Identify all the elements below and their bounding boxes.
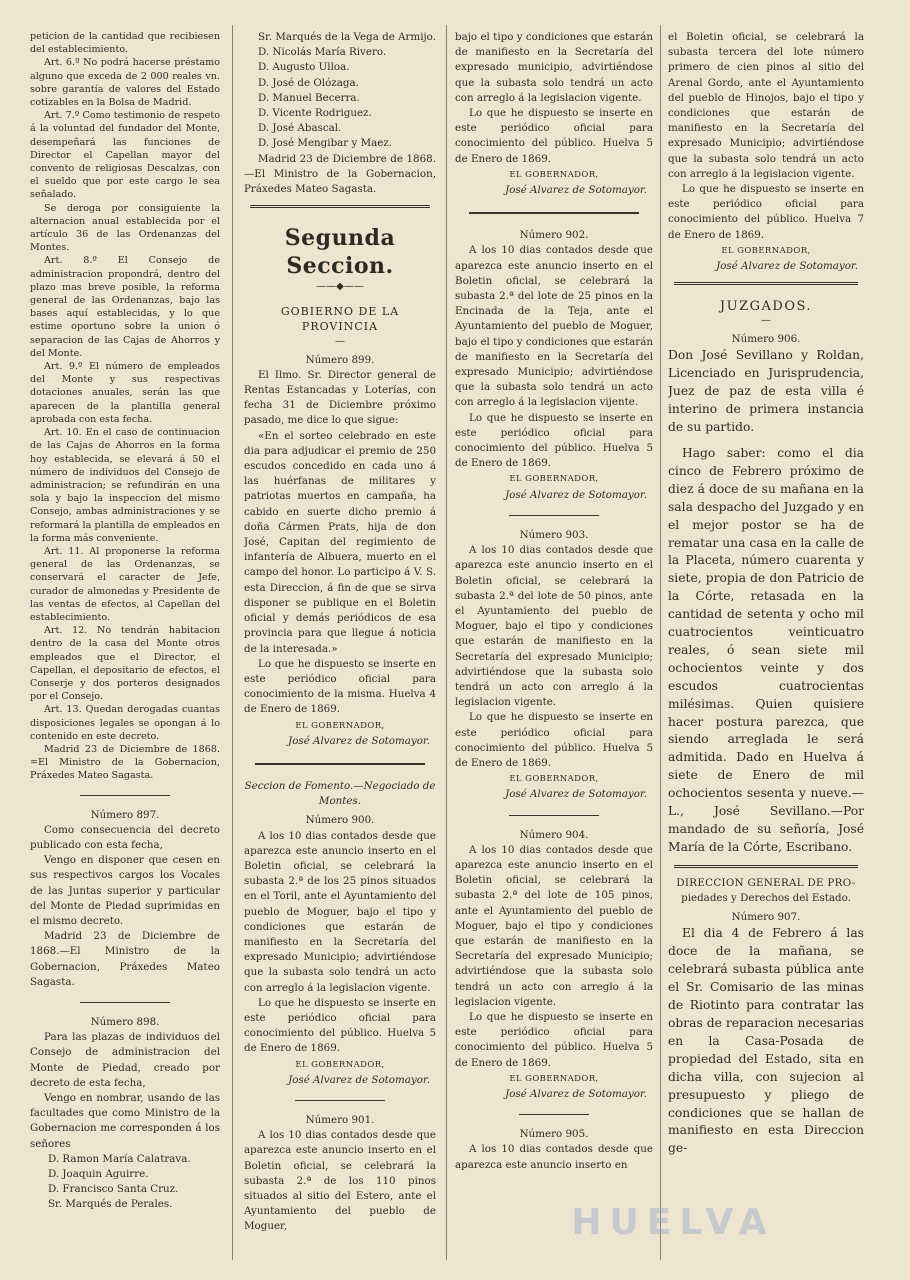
- paragraph: El Ilmo. Sr. Director general de Rentas Estancadas y Loterías, con fecha 31 de Diciembre próximo pasado, me dice lo que sigue:: [244, 368, 436, 427]
- signature-title: EL GOBERNADOR,: [295, 720, 385, 731]
- separator-rule: [255, 763, 425, 765]
- article-6: Art. 6.º No podrá hacerse préstamo alguno que exceda de 2 000 reales vn. sobre garantía de valores del Estado cotizables en la Bolsa de Madrid.: [30, 57, 220, 109]
- paragraph: Lo que he dispuesto se inserte en este periódico oficial para conocimiento de la misma. Huelva 4 de Enero de 1869.: [244, 657, 436, 716]
- section-heading: DIRECCION GENERAL DE PRO-: [676, 876, 856, 889]
- notice-number: Número 902.: [519, 229, 589, 242]
- notice-number: Número 898.: [90, 1016, 160, 1029]
- paragraph: Lo que he dispuesto se inserte en este periódico oficial para conocimiento del público. Huelva 5 de Enero de 1869.: [455, 1010, 653, 1069]
- column-divider: [232, 25, 233, 1260]
- list-item: D. José Abascal.: [258, 122, 342, 135]
- section-heading: GOBIERNO DE LA PROVINCIA: [280, 305, 400, 334]
- decree-signature: Madrid 23 de Diciembre de 1868. =El Ministro de la Gobernacion, Práxedes Mateo Sagasta.: [30, 743, 220, 782]
- separator-rule: [509, 515, 599, 516]
- subsection-heading: Seccion de Fomento.—Negociado de Montes.: [244, 779, 436, 808]
- names-list: [258, 30, 436, 152]
- signature-name: José Alvarez de Sotomayor.: [716, 260, 858, 273]
- separator-rule: [80, 1002, 170, 1003]
- paragraph: Madrid 23 de Diciembre de 1868.—El Ministro de la Gobernacion, Práxedes Mateo Sagasta.: [30, 930, 220, 988]
- signature-title: EL GOBERNADOR,: [295, 1059, 385, 1070]
- paragraph: Hago saber: como el dia cinco de Febrero próximo de diez á doce de su mañana en la sala despacho del Juzgado y en el mejor postor se ha de rematar una casa en la calle de la Placeta, número cuarenta y siete, propia de don Patricio de la Córte, retasada en la cantidad de setenta y ocho mil cuatrocientos veinticuatro reales, ó sean siete mil ochocientos veinte y dos escudos cuatrocientas milésimas. Quien quisiere hacer postura parezca, que siendo arreglada le será admitida. Dado en Huelva á siete de Enero de mil ochocientos sesenta y nueve.—L., José Sevillano.—Por mandado de su señoría, José María de la Córte, Escribano.: [668, 445, 864, 854]
- paragraph: peticion de la cantidad que recibiesen del establecimiento.: [30, 31, 220, 56]
- list-item: D. Joaquin Aguirre.: [48, 1168, 149, 1181]
- notice-number: Número 903.: [519, 528, 589, 541]
- signature-title: EL GOBERNADOR,: [509, 474, 599, 485]
- section-heading: piedades y Derechos del Estado.: [681, 892, 851, 905]
- ornament: —: [335, 335, 345, 347]
- paragraph: Don José Sevillano y Roldan, Licenciado en Jurisprudencia, Juez de paz de esta villa é interino de primera instancia de su partido.: [668, 348, 864, 435]
- list-item: Sr. Marqués de la Vega de Armijo.: [258, 31, 436, 43]
- signature-title: EL GOBERNADOR,: [721, 245, 811, 256]
- signature-title: EL GOBERNADOR,: [509, 774, 599, 785]
- separator-rule: [509, 815, 599, 816]
- paragraph: A los 10 dias contados desde que aparezca este anuncio inserto en el Boletin oficial, se celebrará la subasta 2.ª de los 25 pinos situados en el Toril, ante el Ayuntamiento del pueblo de Moguer, bajo el tipo y condiciones que estarán de manifiesto en la Secretaría del expresado Municipio; advirtiéndose que la subasta solo tendrá un acto con arreglo á la legislacion vigente.: [244, 829, 436, 994]
- notice-number: Número 897.: [90, 808, 160, 821]
- paragraph: Para las plazas de individuos del Consejo de administracion del Monte de Piedad, creado por decreto de esta fecha,: [30, 1031, 220, 1089]
- library-watermark: HUELVA: [571, 1202, 775, 1243]
- notice-number: Número 906.: [731, 333, 801, 346]
- paragraph: A los 10 dias contados desde que aparezca este anuncio inserto en el Boletin oficial, se celebrará la subasta 2.ª de los 110 pinos situados al sitio del Estero, ante el Ayuntamiento del pueblo de Moguer,: [244, 1129, 436, 1233]
- paragraph: «En el sorteo celebrado en este dia para adjudicar el premio de 250 escudos concedido en cada uno á las huérfanas de militares y patriotas muertos en campaña, ha cabido en suerte dicho premio á doña Cármen Prats, hija de don José, Capitan del regimiento de infantería de Albuera, muerto en el campo del honor. Lo participo á V. S. esta Direccion, á fin de que se sirva disponer se publique en el Boletin oficial y demás periódicos de esa provincia para que llegue á noticia de la interesada.»: [244, 429, 436, 655]
- notice-905-continued: [668, 30, 864, 274]
- article-7: Art. 7.º Como testimonio de respeto á la voluntad del fundador del Monte, desempeñará las funciones de Director el Capellan mayor del convento de religiosas Descalzas, con el sueldo que por este cargo le sea señalado.: [30, 110, 220, 201]
- section-title: Segunda Seccion.: [284, 225, 396, 280]
- paragraph: Vengo en nombrar, usando de las facultades que como Ministro de la Gobernacion me corresponden á los señores: [30, 1092, 220, 1150]
- notice-907-body: [668, 925, 864, 1158]
- paragraph: Lo que he dispuesto se inserte en este periódico oficial para conocimiento del público. Huelva 5 de Enero de 1869.: [455, 107, 653, 165]
- names-list: [48, 1152, 220, 1213]
- list-item: D. Manuel Becerra.: [258, 91, 360, 104]
- ornament: ——◆——: [316, 281, 364, 293]
- paragraph: Lo que he dispuesto se inserte en este periódico oficial para conocimiento del público. Huelva 7 de Enero de 1869.: [668, 183, 864, 241]
- notice-907: [668, 876, 864, 926]
- paragraph: A los 10 dias contados desde que aparezca este anuncio inserto en: [455, 1143, 653, 1171]
- signature-title: EL GOBERNADOR,: [509, 169, 599, 180]
- separator-rule: [295, 1100, 385, 1101]
- paragraph: Como consecuencia del decreto publicado con esta fecha,: [30, 823, 220, 851]
- notice-906-body: [668, 347, 864, 856]
- column-divider: [660, 25, 661, 1260]
- notice-number: Número 901.: [305, 1113, 375, 1126]
- notice-number: Número 900.: [305, 814, 375, 827]
- paragraph: Lo que he dispuesto se inserte en este periódico oficial para conocimiento del público. Huelva 5 de Enero de 1869.: [455, 711, 653, 769]
- paragraph: Vengo en disponer que cesen en sus respectivos cargos los Vocales de las Juntas superior y particular del Monte de Piedad suprimidas en el mismo decreto.: [30, 854, 220, 927]
- article-8: Art. 8.º El Consejo de administracion propondrá, dentro del plazo mas breve posible, la reforma general de las Ordenanzas, bajo las bases aquí establecidas, y lo que estime oportuno sobre la union ó separacion de las Cajas de Ahorros y del Monte.: [30, 255, 220, 359]
- column-2: [244, 30, 436, 1235]
- section-heading: JUZGADOS.: [719, 299, 813, 315]
- notice-897: [30, 808, 220, 1213]
- paragraph: Se deroga por consiguiente la alternacion anual establecida por el artículo 36 de las Ordenanzas del Montes.: [30, 202, 220, 254]
- separator-rule: [80, 795, 170, 796]
- separator-rule: [674, 282, 858, 285]
- paragraph: A los 10 dias contados desde que aparezca este anuncio inserto en el Boletin oficial, se celebrará la subasta 2.ª del lote de 50 pinos, ante el Ayuntamiento del pueblo de Moguer, bajo el tipo y condiciones que estarán de manifiesto en la Secretaría del expresado Municipio; advirtiéndose que la subasta solo tendrá un acto con arreglo á la legislacion vigente.: [455, 544, 653, 709]
- separator-rule: [469, 212, 639, 214]
- column-3: [455, 30, 653, 1173]
- paragraph: Lo que he dispuesto se inserte en este periódico oficial para conocimiento del público. Huelva 5 de Enero de 1869.: [455, 411, 653, 470]
- ornament: —: [761, 315, 771, 327]
- list-item: D. José Mengibar y Maez.: [258, 137, 393, 150]
- signature-name: José Alvarez de Sotomayor.: [505, 488, 647, 501]
- list-item: D. Nicolás María Rivero.: [258, 46, 387, 59]
- paragraph: el Boletin oficial, se celebrará la subasta tercera del lote número primero de cien pinos al sitio del Arenal Gordo, ante el Ayuntamiento del pueblo de Hinojos, bajo el tipo y condiciones que estarán de manifiesto en la Secretaría del expresado Municipio; advirtiéndose que la subasta solo tendrá un acto con arreglo á la legislacion vigente.: [668, 31, 864, 180]
- notice-number: Número 907.: [731, 911, 801, 924]
- article-12: Art. 12. No tendrán habitacion dentro de la casa del Monte otros empleados que el Director, el Capellan, el depositario de efectos, el Conserje y dos porteros designados por el Consejo.: [30, 625, 220, 703]
- signature-name: José Alvarez de Sotomayor.: [505, 184, 647, 197]
- signature-name: José Alvarez de Sotomayor.: [505, 1088, 647, 1100]
- signature-title: EL GOBERNADOR,: [509, 1073, 599, 1084]
- column-1: [30, 30, 220, 1213]
- article-10: Art. 10. En el caso de continuacion de las Cajas de Ahorros en la forma hoy establecida, se elevará á 50 el número de individuos del Consejo de administracion; se refundirán en una sola y bajo la inspeccion del mismo Consejo, ambas administraciones y se reformará la plantilla de empleados en la forma más conveniente.: [30, 427, 220, 544]
- separator-rule: [250, 205, 430, 208]
- list-item: D. Francisco Santa Cruz.: [48, 1183, 179, 1196]
- paragraph: A los 10 dias contados desde que aparezca este anuncio inserto en el Boletin oficial, se celebrará la subasta 2.ª del lote de 25 pinos en la Encinada de la Teja, ante el Ayuntamiento del pueblo de Moguer, bajo el tipo y condiciones que estarán de manifiesto en la Secretaría del expresado Municipio; advirtiéndose que la subasta solo tendrá un acto con arreglo á la legislacion vijente.: [455, 244, 653, 409]
- list-item: D. Augusto Ulloa.: [258, 61, 350, 74]
- notice-number: Número 899.: [305, 353, 375, 366]
- notice-number: Número 905.: [519, 1128, 589, 1141]
- notice-number: Número 904.: [519, 828, 589, 841]
- signature-name: José Alvarez de Sotomayor.: [288, 734, 430, 747]
- paragraph: A los 10 dias contados desde que aparezca este anuncio inserto en el Boletin oficial, se celebrará la subasta 2.ª del lote de 105 pinos, ante el Ayuntamiento del pueblo de Moguer, bajo el tipo y condiciones que estarán de manifiesto en la Secretaría del expresado Municipio; advirtiéndose que la subasta solo tendrá un acto con arreglo á la legislacion vigente.: [455, 843, 653, 1008]
- article-9: Art. 9.º El número de empleados del Monte y sus respectivas dotaciones anuales, serán las que aparecen de la plantilla general aprobada con esta fecha.: [30, 361, 220, 425]
- list-item: D. Ramon María Calatrava.: [48, 1152, 191, 1165]
- column-divider: [446, 25, 447, 1260]
- paragraph: Lo que he dispuesto se inserte en este periódico oficial para conocimiento del público. Huelva 5 de Enero de 1869.: [244, 996, 436, 1055]
- paragraph: El dia 4 de Febrero á las doce de la mañana, se celebrará subasta pública ante el Sr. Comisario de las minas de Riotinto para contratar las obras de reparacion necesarias en la Casa-Posada de propiedad del Estado, sita en dicha villa, con sujecion al presupuesto y pliego de condiciones que se hallan de manifiesto en esta Direccion ge-: [668, 926, 864, 1156]
- list-item: D. Vicente Rodriguez.: [258, 107, 372, 120]
- article-11: Art. 11. Al proponerse la reforma general de las Ordenanzas, se conservará el caracter de Jefe, curador de almonedas y Presidente de las ventas de efectos, al Capellan del establecimiento.: [30, 545, 220, 623]
- article-13: Art. 13. Quedan derogadas cuantas disposiciones legales se opongan á lo contenido en este decreto.: [30, 704, 220, 742]
- signature-name: José Alvarez de Sotomayor.: [288, 1073, 430, 1086]
- paragraph: bajo el tipo y condiciones que estarán de manifiesto en la Secretaría del expresado municipio, advirtiéndose que la subasta solo tendrá un acto con arreglo á la legislacion vigente.: [455, 31, 653, 104]
- separator-rule: [519, 1114, 589, 1115]
- list-item: Sr. Marqués de Perales.: [48, 1198, 173, 1211]
- decree-signature: Madrid 23 de Diciembre de 1868. —El Ministro de la Gobernacion, Práxedes Mateo Sagasta.: [244, 152, 436, 196]
- signature-name: José Alvarez de Sotomayor.: [505, 788, 647, 801]
- separator-rule: [674, 865, 858, 868]
- column-4: [668, 30, 864, 1158]
- list-item: D. José de Olózaga.: [258, 76, 359, 89]
